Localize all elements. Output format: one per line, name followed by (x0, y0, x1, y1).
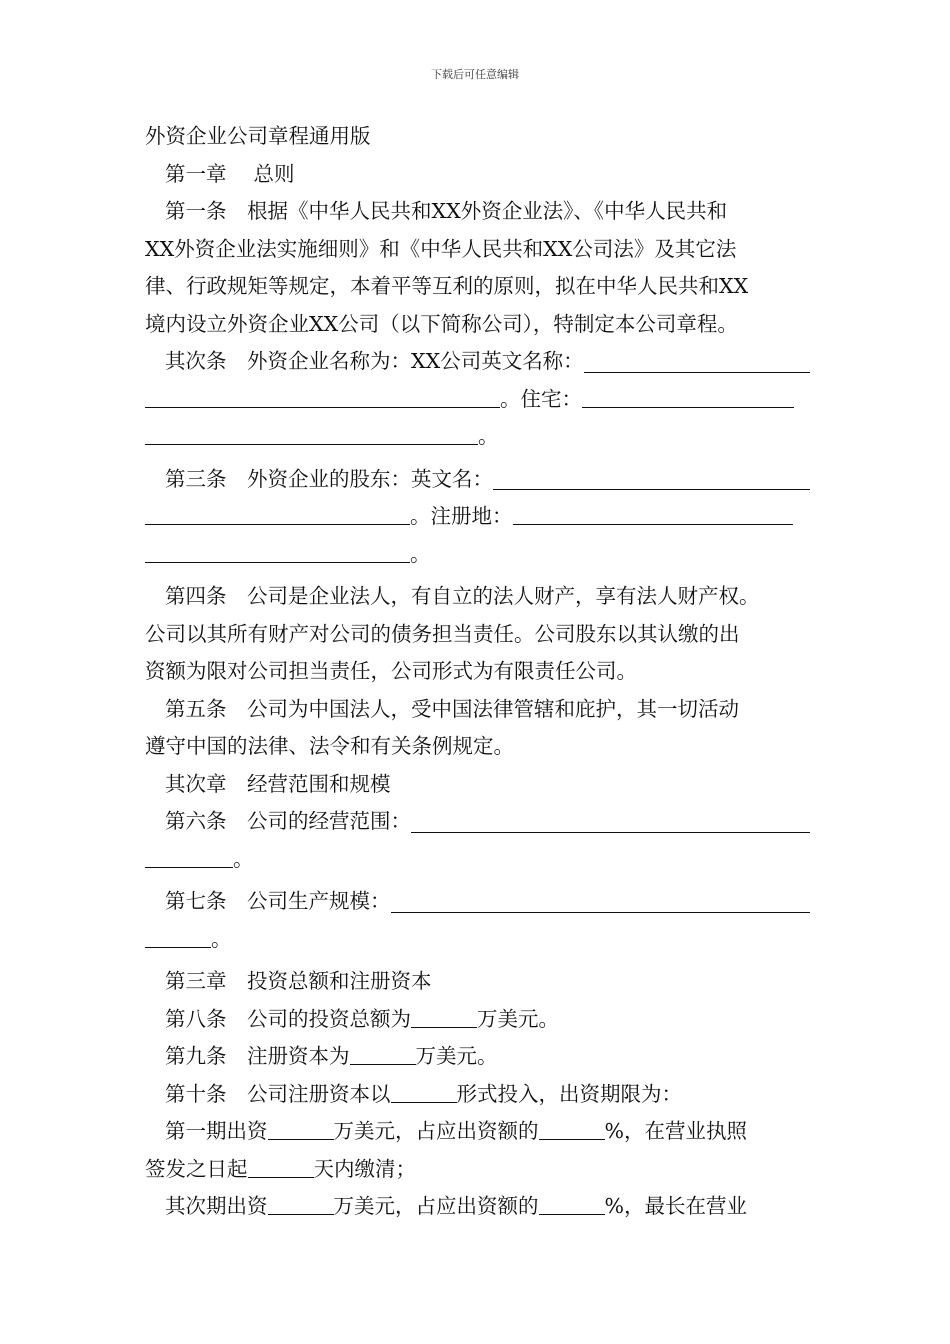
article-10-text: 第十条 公司注册资本以 (165, 1081, 391, 1106)
address-label: 。住宅： (500, 386, 582, 411)
page-header-note: 下载后可任意编辑 (431, 68, 519, 81)
registered-place-label: 。注册地： (410, 504, 513, 528)
article-5-line-1: 第五条 公司为中国法人，受中国法律管辖和庇护，其一切活动 (165, 696, 739, 721)
article-2-line-1 (145, 343, 810, 381)
phase-1-amount-blank[interactable] (268, 1117, 334, 1140)
document-title: 外资企业公司章程通用版 (145, 124, 371, 148)
production-scale-blank[interactable] (391, 890, 811, 913)
article-6-line-2 (145, 841, 810, 879)
period: 。 (211, 926, 232, 951)
article-7-line-1 (145, 883, 810, 921)
chapter-3-heading: 第三章 投资总额和注册资本 (165, 969, 432, 993)
chapter-1-heading: 第一章 总则 (165, 161, 295, 186)
registered-place-blank[interactable] (513, 502, 793, 525)
article-3-line-3 (145, 536, 810, 574)
business-scope-blank[interactable] (411, 810, 810, 833)
phase-1-days-blank[interactable] (248, 1155, 314, 1178)
phase-2-text: 其次期出资 (165, 1194, 268, 1218)
article-7-text: 第七条 公司生产规模： (165, 889, 391, 913)
phase-1-line-2 (145, 1151, 810, 1189)
article-3-line-2 (145, 498, 810, 536)
phase-1-text: 第一期出资 (165, 1119, 268, 1143)
unit-label: 万美元。 (477, 1006, 559, 1031)
phase-2-line-1 (145, 1188, 810, 1226)
article-4-line-1: 第四条 公司是企业法人，有自立的法人财产，享有法人财产权。 (165, 584, 760, 608)
phase-1-percent-blank[interactable] (539, 1117, 605, 1140)
phase-1-line-1 (145, 1113, 810, 1151)
article-6-line-1 (145, 803, 810, 841)
document-body (145, 118, 810, 1226)
business-scope-blank-cont[interactable] (145, 845, 233, 868)
phase-2-percent-blank[interactable] (539, 1192, 605, 1215)
production-scale-blank-cont[interactable] (145, 925, 211, 948)
period: 。 (478, 424, 499, 448)
article-4-line-3: 资额为限对公司担当责任，公司形式为有限责任公司。 (145, 659, 637, 683)
article-9-text: 第九条 注册资本为 (165, 1044, 350, 1068)
phase-1-text-end: %，在营业执照 (604, 1119, 747, 1143)
english-name-blank-cont[interactable] (145, 385, 500, 408)
registered-place-blank-cont[interactable] (145, 540, 410, 563)
article-7-line-2 (145, 921, 810, 959)
chapter-2-heading: 其次章 经营范围和规模 (165, 771, 391, 796)
article-9 (145, 1038, 810, 1076)
article-5-line-2: 遵守中国的法律、法令和有关条例规定。 (145, 734, 514, 758)
period: 。 (233, 846, 254, 871)
phase-2-text-cont: 万美元，占应出资额的 (333, 1194, 539, 1218)
article-8-text: 第八条 公司的投资总额为 (165, 1006, 411, 1031)
address-blank-cont[interactable] (145, 422, 478, 445)
article-1-line-1: 第一条 根据《中华人民共和XX外资企业法》、《中华人民共和 (165, 199, 728, 223)
phase-1-text-cont: 万美元，占应出资额的 (333, 1119, 539, 1143)
shareholder-name-blank-cont[interactable] (145, 502, 410, 525)
total-investment-blank[interactable] (411, 1005, 477, 1028)
phase-2-text-end: %，最长在营业 (604, 1194, 747, 1218)
article-1-line-2: XX外资企业法实施细则》和《中华人民共和XX公司法》及其它法 (145, 236, 737, 261)
article-1-line-3: 律、行政规矩等规定，本着平等互利的原则，拟在中华人民共和XX (145, 274, 749, 298)
unit-label: 万美元。 (415, 1044, 498, 1068)
article-4-line-2: 公司以其所有财产对公司的债务担当责任。公司股东以其认缴的出 (145, 621, 740, 646)
article-10 (145, 1076, 810, 1114)
english-name-blank[interactable] (584, 350, 810, 373)
phase-2-amount-blank[interactable] (268, 1192, 334, 1215)
article-2-text: 其次条 外资企业名称为：XX公司英文名称： (165, 349, 584, 373)
phase-1-days-text: 签发之日起 (145, 1156, 248, 1181)
article-2-line-3 (145, 418, 810, 456)
article-1-line-4: 境内设立外资企业XX公司（以下简称公司），特制定本公司章程。 (145, 311, 738, 336)
article-8 (145, 1001, 810, 1039)
article-10-text-cont: 形式投入，出资期限为： (456, 1081, 682, 1106)
article-6-text: 第六条 公司的经营范围： (165, 809, 411, 833)
address-blank[interactable] (582, 385, 794, 408)
contribution-form-blank[interactable] (391, 1080, 457, 1103)
article-3-line-1 (145, 461, 810, 499)
article-3-text: 第三条 外资企业的股东：英文名： (165, 466, 493, 491)
period: 。 (410, 541, 431, 566)
phase-1-days-text-end: 天内缴清； (313, 1156, 416, 1181)
article-2-line-2 (145, 381, 810, 419)
registered-capital-blank[interactable] (350, 1042, 416, 1065)
shareholder-name-blank[interactable] (493, 467, 810, 490)
